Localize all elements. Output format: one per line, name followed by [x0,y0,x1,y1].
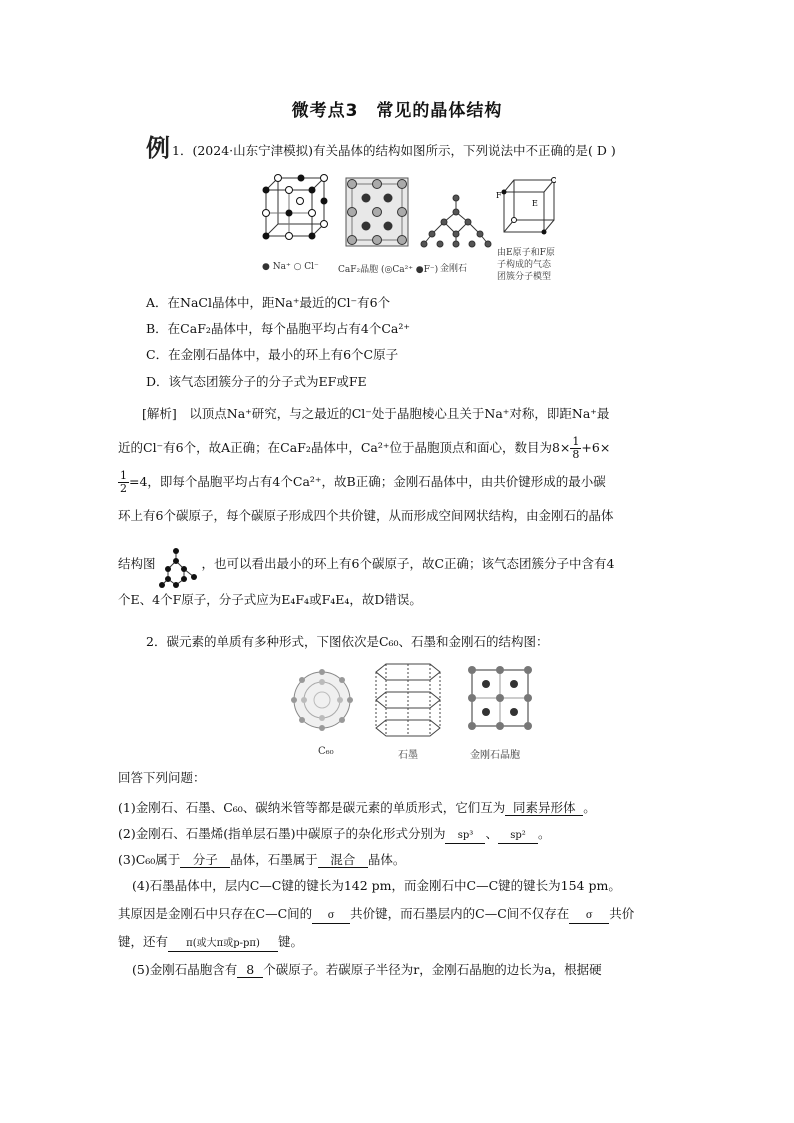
subquestion-2-text: (2)金刚石、石墨烯(指单层石墨)中碳原子的杂化形式分别为 [118,826,446,841]
section-title: 微考点3 常见的晶体结构 [291,101,503,121]
analysis-line-2 [118,431,678,465]
fraction-one-half [118,470,129,495]
subquestion-4-line-3 [118,934,303,952]
fraction-one-eighth [570,436,581,461]
fraction-numerator: 1 [120,469,127,482]
analysis-line-2-text: 近的Cl⁻有6个，故A正确；在CaF₂晶体中，Ca²⁺位于晶胞顶点和面心，数目为8× [118,440,571,455]
subquestion-4-line-3-end: 键。 [278,934,304,949]
analysis-line-3 [118,465,678,499]
subquestion-1-end: 。 [583,800,596,815]
subquestion-5-text: (5)金刚石晶胞含有 [132,962,238,977]
subquestion-3-mid: 晶体，石墨属于 [230,852,318,867]
subquestion-4-line-2 [118,906,634,924]
graphite-caption: 石墨 [398,750,418,761]
question-1-stem: 1．(2024·山东宁津模拟)有关晶体的结构如图所示，下列说法中不正确的是( D ) [172,143,616,158]
analysis-line-2-tail: +6× [581,440,611,455]
analysis-line-1: [解析] 以顶点Na⁺研究，与之最近的Cl⁻处于晶胞棱心且关于Na⁺对称，即距Na⁺最 [142,406,610,421]
e-label: E [532,199,538,208]
f-label: F [496,191,502,200]
analysis-line-6: 个E、4个F原子，分子式应为E₄F₄或F₄E₄，故D错误。 [118,592,422,607]
c60-caption: C₆₀ [318,746,334,757]
answer-blank-2b: sp² [498,829,538,844]
analysis-block [118,397,678,617]
caf2-caption: CaF₂晶胞 (◎Ca²⁺ ●F⁻) [338,265,439,275]
fraction-denominator: 2 [120,482,127,495]
diamond-cell-diagram [468,666,532,730]
subquestion-3-text: (3)C₆₀属于 [118,852,181,867]
answer-blank-5: 8 [237,963,263,978]
answer-prompt: 回答下列问题： [118,770,206,785]
diamond-structure-diagram [421,195,491,247]
option-c: C．在金刚石晶体中，最小的环上有6个C原子 [146,347,399,362]
subquestion-2-end: 。 [537,826,551,841]
answer-blank-4c: π(或大π或p-pπ) [168,937,278,952]
analysis-line-3-text: =4，即每个晶胞平均占有4个Ca²⁺，故B正确；金刚石晶体中，由共价键形成的最小碳 [129,474,606,489]
subquestion-4-mid: 共价键，而石墨层内的C—C间不仅存在 [350,906,570,921]
answer-blank-4a: σ [312,909,350,924]
subquestion-1 [118,800,596,816]
nacl-crystal-diagram [263,175,328,240]
nacl-legend: ● Na⁺ ○ Cl⁻ [262,262,319,272]
answer-blank-1: 同素异形体 [505,801,583,816]
option-b: B．在CaF₂晶体中，每个晶胞平均占有4个Ca²⁺ [146,321,410,336]
ef-caption [497,247,555,283]
subquestion-4-tail: 共价 [609,906,635,921]
subquestion-1-text: (1)金刚石、石墨、C₆₀、碳纳米管等都是碳元素的单质形式，它们互为 [118,800,506,815]
analysis-line-5 [118,533,678,583]
subquestion-4-text: 其原因是金刚石中只存在C—C间的 [118,906,313,921]
subquestion-4-line-1: (4)石墨晶体中，层内C—C键的键长为142 pm，而金刚石中C—C键的键长为154 pm。 [132,878,621,893]
subquestion-3 [118,852,405,868]
answer-blank-4b: σ [569,909,609,924]
caf2-crystal-diagram [346,178,408,246]
fraction-numerator: 1 [572,435,580,448]
diamond-cell-caption: 金刚石晶胞 [470,750,520,761]
option-a: A．在NaCl晶体中，距Na⁺最近的Cl⁻有6个 [146,295,391,310]
example-mark: 例 [146,134,170,162]
subquestion-5-tail: 个碳原子。若碳原子半径为r，金刚石晶胞的边长为a，根据硬 [263,962,602,977]
ef-cluster-diagram [502,178,557,235]
analysis-line-5-head: 结构图 [118,556,156,571]
ef-caption-line: 子构成的气态 [497,260,552,270]
question-2-stem: 2．碳元素的单质有多种形式，下图依次是C₆₀、石墨和金刚石的结构图： [146,634,549,649]
subquestion-4-line-3-text: 键，还有 [118,934,169,949]
answer-blank-2a: sp³ [445,829,485,844]
ef-caption-line: 由E原子和F原 [497,248,555,258]
subquestion-3-end: 晶体。 [367,852,406,867]
analysis-line-4: 环上有6个碳原子，每个碳原子形成四个共价键，从而形成空间网状结构，由金刚石的晶体 [118,508,614,523]
fraction-denominator: 8 [572,448,580,461]
option-d: D．该气态团簇分子的分子式为EF或FE [146,374,367,389]
question-2-figure [290,658,540,744]
subquestion-2 [118,826,551,844]
c60-diagram [291,669,353,731]
diamond-caption: 金刚石 [440,264,468,274]
answer-blank-3a: 分子 [180,853,230,868]
subquestion-2-sep: 、 [485,826,498,841]
answer-blank-3b: 混合 [318,853,368,868]
ef-caption-line: 团簇分子模型 [497,272,552,282]
graphite-diagram [376,664,440,736]
analysis-line-5-tail: ，也可以看出最小的环上有6个碳原子，故C正确；该气态团簇分子中含有4 [201,556,615,571]
subquestion-5 [132,962,602,978]
